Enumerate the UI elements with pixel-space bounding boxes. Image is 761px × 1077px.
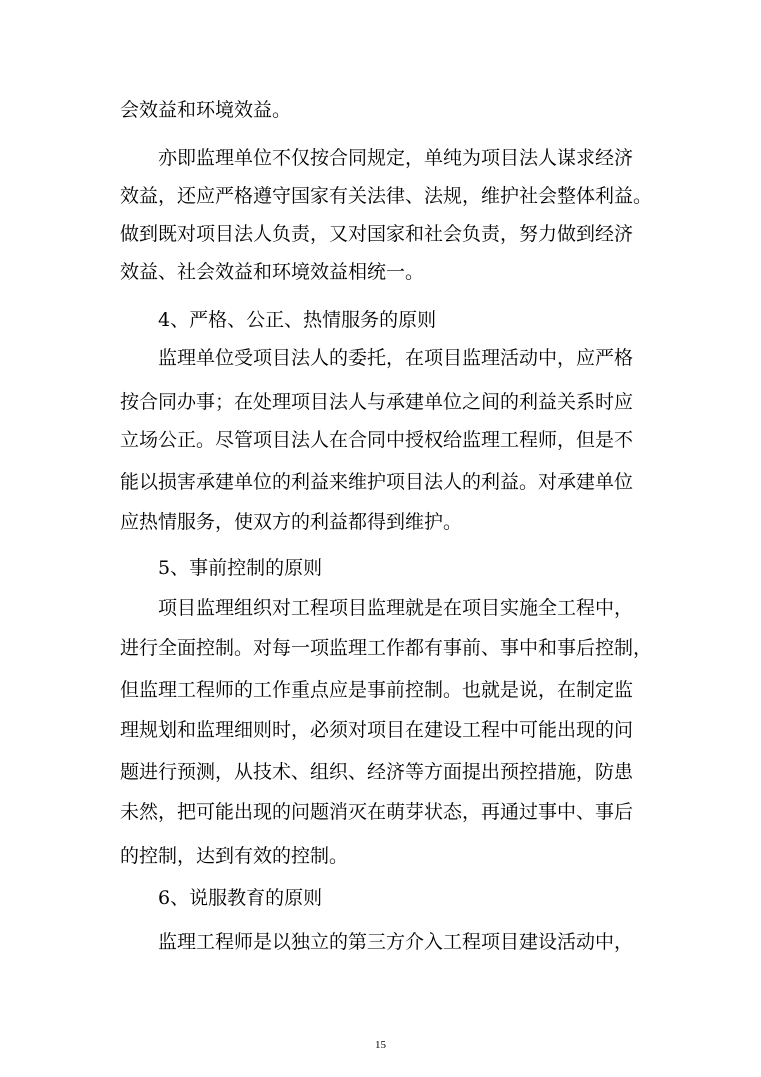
text-line: 效益、社会效益和环境效益相统一。: [120, 261, 425, 283]
text-line: 理规划和监理细则时，必须对项目在建设工程中可能出现的问: [120, 719, 634, 741]
text-line: 监理单位受项目法人的委托，在项目监理活动中，应严格: [158, 347, 634, 369]
text-line: 的控制，达到有效的控制。: [120, 845, 349, 867]
section-heading: 4、严格、公正、热情服务的原则: [158, 309, 437, 331]
section-heading: 5、事前控制的原则: [158, 557, 323, 579]
page-number: 15: [375, 1039, 386, 1051]
text-line: 立场公正。尽管项目法人在合同中授权给监理工程师，但是不: [120, 429, 634, 451]
text-line: 会效益和环境效益。: [120, 99, 292, 121]
text-line: 但监理工程师的工作重点应是事前控制。也就是说，在制定监: [120, 679, 634, 701]
text-line: 应热情服务，使双方的利益都得到维护。: [120, 511, 463, 533]
text-line: 能以损害承建单位的利益来维护项目法人的利益。对承建单位: [120, 471, 634, 493]
text-line: 亦即监理单位不仅按合同规定，单纯为项目法人谋求经济: [158, 147, 634, 169]
text-line: 题进行预测，从技术、组织、经济等方面提出预控措施，防患: [120, 761, 634, 783]
text-line: 监理工程师是以独立的第三方介入工程项目建设活动中，: [158, 931, 634, 953]
text-line: 项目监理组织对工程项目监理就是在项目实施全工程中，: [158, 597, 634, 619]
section-heading: 6、说服教育的原则: [158, 887, 323, 909]
text-line: 进行全面控制。对每一项监理工作都有事前、事中和事后控制，: [120, 637, 653, 659]
text-line: 做到既对项目法人负责，又对国家和社会负责，努力做到经济: [120, 223, 634, 245]
text-line: 效益，还应严格遵守国家有关法律、法规，维护社会整体利益。: [120, 185, 653, 207]
text-line: 未然，把可能出现的问题消灭在萌芽状态，再通过事中、事后: [120, 801, 634, 823]
text-line: 按合同办事；在处理项目法人与承建单位之间的利益关系时应: [120, 391, 634, 413]
